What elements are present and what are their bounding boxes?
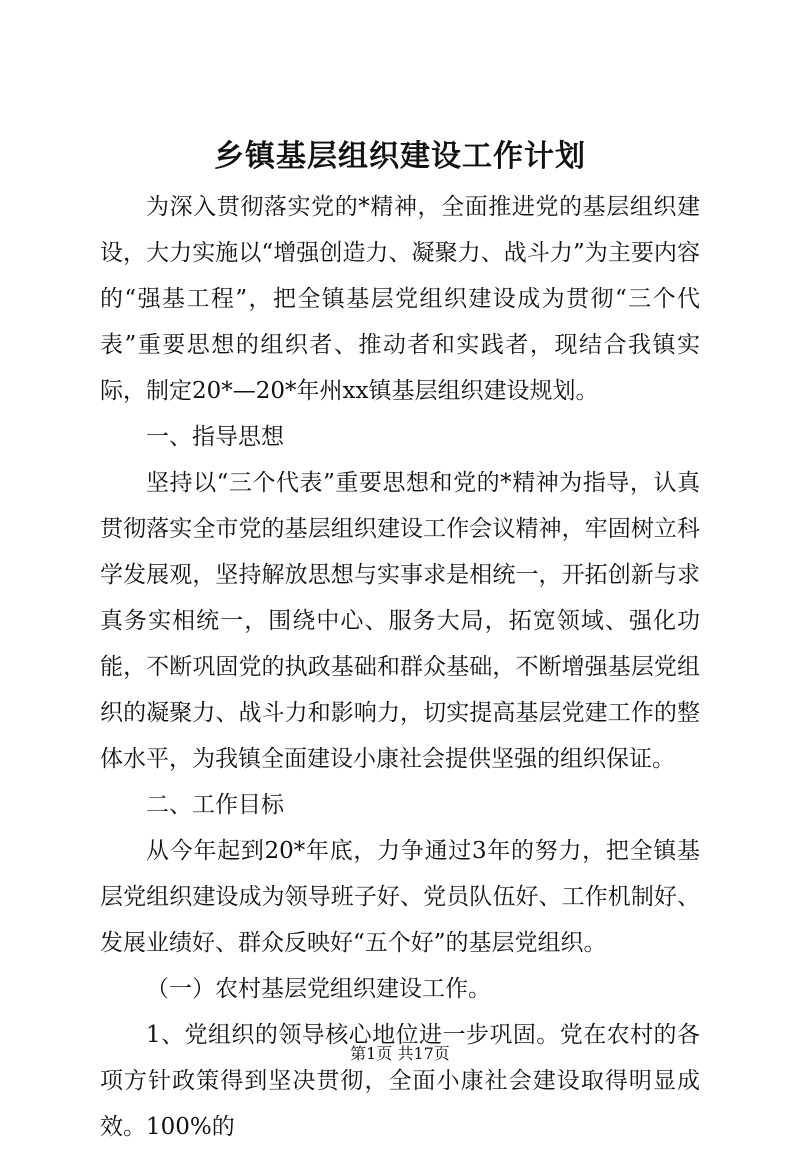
page-number: 第1页 共17页 bbox=[350, 1044, 450, 1063]
work-goals-paragraph: 从今年起到20*年底，力争通过3年的努力，把全镇基层党组织建设成为领导班子好、党员队伍好、工作机制好、发展业绩好、群众反映好“五个好”的基层党组织。 bbox=[100, 838, 700, 956]
subsection-heading-rural: （一）农村基层党组织建设工作。 bbox=[146, 976, 491, 1002]
intro-paragraph: 为深入贯彻落实党的*精神，全面推进党的基层组织建设，大力实施以“增强创造力、凝聚力、战斗力”为主要内容的“强基工程”，把全镇基层党组织建设成为贯彻“三个代表”重要思想的组织者、推动者和实践者，现结合我镇实际，制定20*—20*年州xx镇基层组织建设规划。 bbox=[100, 194, 700, 404]
guiding-ideology-paragraph: 坚持以“三个代表”重要思想和党的*精神为指导，认真贯彻落实全市党的基层组织建设工作会议精神，牢固树立科学发展观，坚持解放思想与实事求是相统一，开拓创新与求真务实相统一，围绕中心、服务大局，拓宽领域、强化功能，不断巩固党的执政基础和群众基础，不断增强基层党组织的凝聚力、战斗力和影响力，切实提高基层党建工作的整体水平，为我镇全面建设小康社会提供坚强的组织保证。 bbox=[100, 470, 700, 772]
section-heading-guiding-ideology: 一、指导思想 bbox=[146, 424, 284, 450]
document-body bbox=[100, 184, 700, 1150]
rural-item-1-paragraph: 1、党组织的领导核心地位进一步巩固。党在农村的各项方针政策得到坚决贯彻，全面小康社会建设取得明显成效。100%的 bbox=[100, 1022, 700, 1140]
document-title: 乡镇基层组织建设工作计划 bbox=[214, 139, 586, 174]
section-heading-work-goals: 二、工作目标 bbox=[146, 792, 284, 818]
